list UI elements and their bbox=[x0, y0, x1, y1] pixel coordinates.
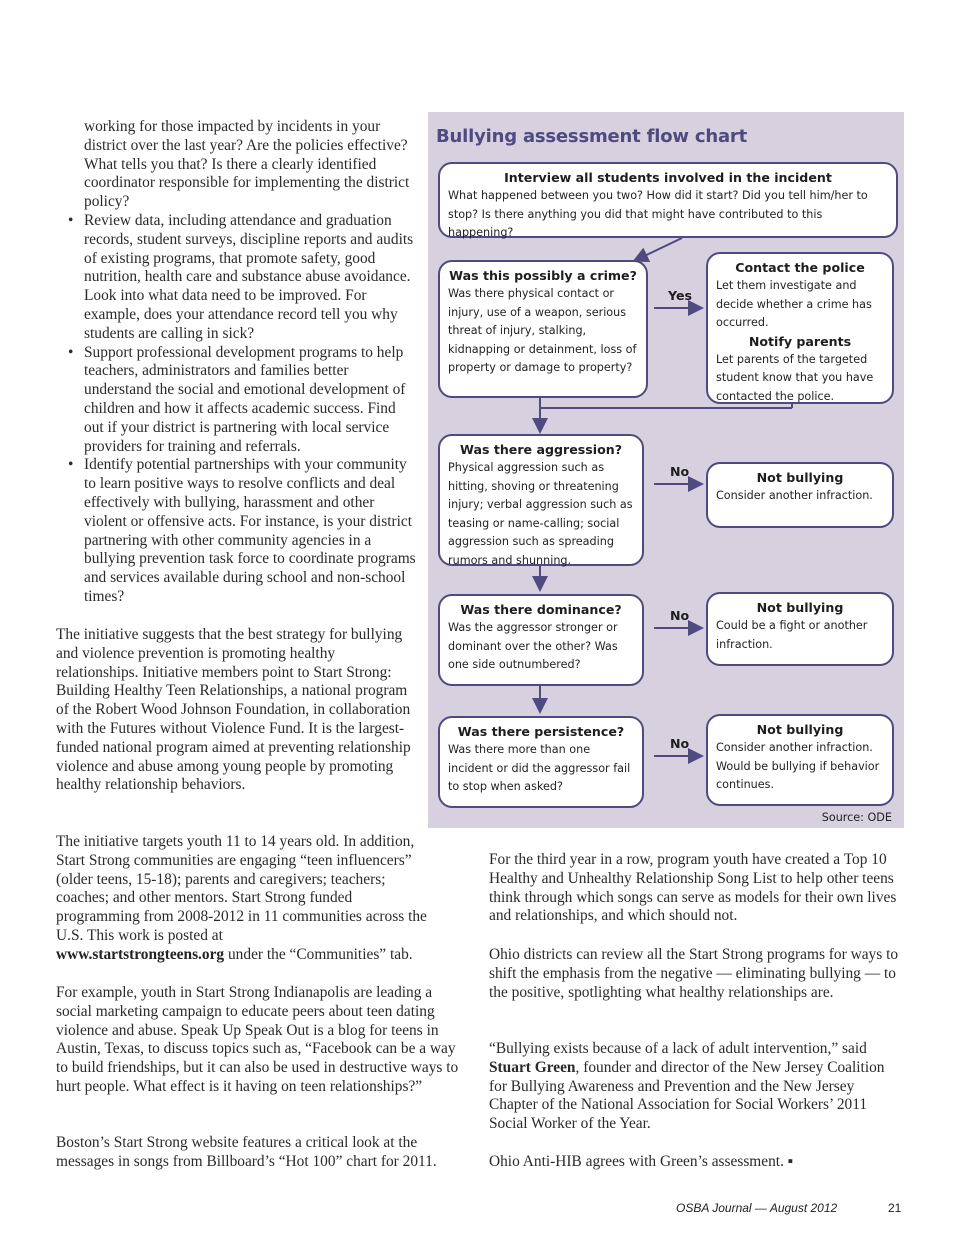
paragraph-ohio bbox=[489, 946, 905, 1002]
dominance-title: Was there dominance? bbox=[460, 602, 622, 617]
quote-text-b: , founder and director of the New Jersey Coalition for Bullying Awareness and Prevention and the New Jersey Chapter of the National Association for Social Workers’ 2011 Social Worker of the Year. bbox=[489, 1058, 885, 1133]
left-column bbox=[56, 118, 416, 607]
flow-chart-title: Bullying assessment flow chart bbox=[436, 126, 747, 147]
flow-chart-panel bbox=[428, 112, 904, 828]
not-bullying-title-2: Not bullying bbox=[756, 600, 844, 615]
crime-title: Was this possibly a crime? bbox=[449, 268, 637, 283]
not-bullying-box-1 bbox=[706, 462, 894, 528]
not-bullying-box-2 bbox=[706, 592, 894, 666]
paragraph-text bbox=[56, 833, 428, 965]
page-number: 21 bbox=[888, 1201, 902, 1215]
quote-text-a: “Bullying exists because of a lack of adult intervention,” said bbox=[489, 1040, 867, 1057]
paragraph-text: Ohio districts can review all the Start Strong programs for ways to shift the emphasis from the negative — eliminating bullying — to the positive, spotlighting what healthy relationships are. bbox=[489, 946, 899, 1001]
footer-journal: OSBA Journal — August 2012 bbox=[676, 1201, 838, 1215]
quote-name: Stuart Green bbox=[489, 1058, 576, 1076]
interview-body: What happened between you two? How did it start? Did you tell him/her to stop? Is there anything you did that might have contributed to this happening? bbox=[448, 189, 868, 240]
source-credit: Source: ODE bbox=[821, 811, 892, 824]
not-bullying-body-3: Consider another infraction. Would be bullying if behavior continues. bbox=[716, 741, 880, 792]
dominance-box bbox=[438, 594, 644, 686]
paragraph-initiative bbox=[56, 626, 416, 795]
paragraph-targets bbox=[56, 833, 428, 965]
police-box bbox=[706, 252, 894, 404]
paragraph-text: Boston’s Start Strong website features a critical look at the messages in songs from Billboard’s “Hot 100” chart for 2011. bbox=[56, 1134, 437, 1170]
paragraph-text bbox=[489, 1153, 905, 1172]
paragraph-text: For the third year in a row, program youth have created a Top 10 Healthy and Unhealthy Relationship Song List to help other teens think through which songs can serve as models for their own lives and relationships, and which should not. bbox=[489, 851, 897, 925]
not-bullying-title-3: Not bullying bbox=[756, 722, 844, 737]
paragraph-text: The initiative suggests that the best strategy for bullying and violence prevention is promoting healthy relationships. Initiative members point to Start Strong: Building Healthy Teen Relationships, a national program of the Robert Wood Johnson Foundation, in collaboration with the Futures without Violence Fund. It is the largest-funded national program aimed at preventing relationship violence and abuse among young people by promoting healthy relationship behaviors. bbox=[56, 626, 411, 794]
not-bullying-box-3 bbox=[706, 714, 894, 806]
paragraph-final bbox=[489, 1153, 905, 1172]
interview-title: Interview all students involved in the incident bbox=[504, 170, 832, 185]
interview-box bbox=[438, 162, 898, 238]
dominance-body: Was the aggressor stronger or dominant over the other? Was one side outnumbered? bbox=[448, 621, 618, 672]
not-bullying-body-2: Could be a fight or another infraction. bbox=[716, 619, 868, 651]
not-bullying-body-1: Consider another infraction. bbox=[716, 489, 873, 502]
paragraph-text-a: The initiative targets youth 11 to 14 years old. In addition, Start Strong communities are engaging “teen influencers” (older teens, 15-18); parents and caregivers; teachers; coaches; and other mentors. Start Strong funded programming from 2008-2012 in 11 communities across the U.S. This work is posted at bbox=[56, 833, 427, 944]
no-label-2: No bbox=[670, 608, 690, 623]
list-item: • Review data, including attendance and graduation records, student surveys, discipline reports and audits of existing programs, that promote safety, good nutrition, health care and substance abuse avoidance. Look into what data need to be improved. For example, does your attendance record tell you why students are calling in sick? bbox=[56, 212, 416, 344]
continuation-text: working for those impacted by incidents in your district over the last year? Are the policies effective? What tells you that? Is there a clearly identified coordinator responsible for implementing the district policy? bbox=[84, 118, 410, 211]
aggression-box bbox=[438, 434, 644, 566]
aggression-body: Physical aggression such as hitting, shoving or threatening injury; verbal aggression such as teasing or name-calling; social aggression such as spreading rumors and shunning. bbox=[448, 461, 633, 567]
paragraph-text: For example, youth in Start Strong Indianapolis are leading a social marketing campaign to educate peers about teen dating violence and abuse. Speak Up Speak Out is a blog for teens in Austin, Texas, to discuss topics such as, “Facebook can be a way to build friendships, but it can also be used in destructive ways to hurt people. What effect is it having on teen relationships?” bbox=[56, 984, 459, 1095]
no-label-1: No bbox=[670, 464, 690, 479]
crime-box bbox=[438, 260, 648, 398]
final-text: Ohio Anti-HIB agrees with Green’s assessment. bbox=[489, 1153, 784, 1170]
startstrong-link[interactable]: www.startstrongteens.org bbox=[56, 945, 225, 963]
no-label-3: No bbox=[670, 736, 690, 751]
yes-label: Yes bbox=[668, 288, 693, 303]
paragraph-example bbox=[56, 984, 468, 1097]
list-item: • Identify potential partnerships with your community to learn positive ways to resolve conflicts and deal effectively with bullying, harassment and other violent or offensive acts. For instance, is your district partnering with other community agencies in a bullying prevention task force to coordinate programs and services available during school and non-school times? bbox=[56, 456, 416, 606]
crime-body: Was there physical contact or injury, use of a weapon, serious threat of injury, stalking, kidnapping or detainment, loss of property or damage to property? bbox=[448, 287, 637, 375]
recommendation-list bbox=[56, 212, 416, 607]
notify-body: Let parents of the targeted student know that you have contacted the police. bbox=[716, 352, 874, 403]
end-mark: ▪ bbox=[787, 1153, 794, 1170]
police-title: Contact the police bbox=[735, 260, 865, 275]
paragraph-text-b: under the “Communities” tab. bbox=[224, 945, 413, 963]
paragraph-boston bbox=[56, 1134, 468, 1172]
persistence-title: Was there persistence? bbox=[457, 724, 625, 739]
police-body: Let them investigate and decide whether a crime has occurred. bbox=[716, 279, 872, 330]
paragraph-text bbox=[489, 1040, 905, 1134]
paragraph-quote bbox=[489, 1040, 905, 1134]
persistence-body: Was there more than one incident or did the aggressor fail to stop when asked? bbox=[448, 743, 631, 794]
persistence-box bbox=[438, 716, 644, 808]
not-bullying-title-1: Not bullying bbox=[756, 470, 844, 485]
notify-title: Notify parents bbox=[748, 333, 852, 349]
paragraph-third-year bbox=[489, 851, 905, 926]
aggression-title: Was there aggression? bbox=[460, 442, 622, 457]
list-item: • Support professional development programs to help teachers, administrators and families better understand the social and emotional development of children and how it affects academic success. Find out if your district is partnering with local service providers for training and referrals. bbox=[56, 344, 416, 457]
